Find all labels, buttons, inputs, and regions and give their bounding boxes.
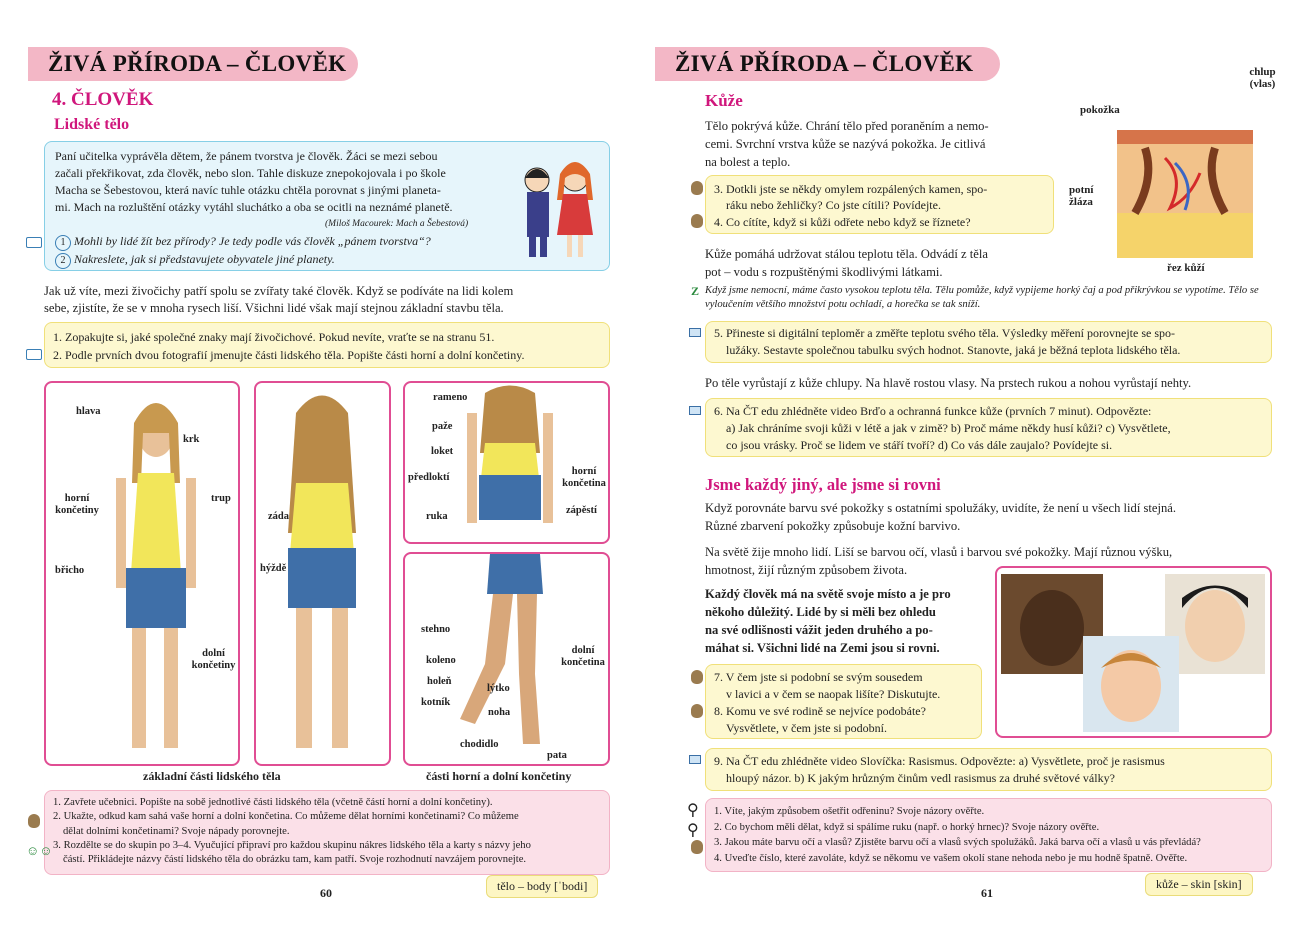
- question-7-cont: v lavici a v čem se naopak lišíte? Diskutujte.: [726, 687, 941, 701]
- fever-note: Když jsme nemocní, máme často vysokou teplotu těla. Tělu pomůže, když vypijeme horký čaj a pod přikrývkou se vypotíme. Tělo se vyloučením většího množství potu ochladí, a horečka se tak sníží.: [705, 285, 1259, 310]
- owl-icon: [691, 670, 703, 684]
- question-8-cont: Vysvětlete, v čem jste si podobní.: [726, 721, 887, 735]
- question-text: Mohli by lidé žít bez přírody? Je tedy podle vás člověk „pánem tvorstva“?: [74, 234, 431, 248]
- paragraph-line: někoho důležitý. Lidé by si měli bez ohledu: [705, 605, 936, 619]
- right-page: [655, 0, 1314, 941]
- book-icon: [26, 237, 42, 248]
- bottom-task: 4. Uveďte číslo, které zavoláte, když se někomu ve vašem okolí stane nehoda nebo je mu hodně špatně. Ověřte.: [714, 852, 1188, 864]
- section-kuze: Kůže: [705, 91, 743, 110]
- story-question-1: [55, 233, 431, 251]
- question-7: 7. V čem jste si podobní se svým sousedem: [714, 670, 923, 684]
- magnifier-icon: ⚲: [687, 802, 699, 819]
- mach-sebestova-illustration: [505, 150, 605, 265]
- bottom-task: 3. Jakou máte barvu očí a vlasů? Zjistěte barvu očí a vlasů svých spolužáků. Jaká barva očí a vlasů u vás převládá?: [714, 837, 1201, 848]
- task-2: 2. Podle prvních dvou fotografií jmenujte části lidského těla. Popište části horní a dolní končetiny.: [53, 348, 525, 362]
- bottom-task: 2. Co bychom měli dělat, když si spálíme ruku (např. o horký hrnec)? Svoje názory ověřte.: [714, 821, 1100, 833]
- label-lytko: lýtko: [487, 683, 510, 694]
- paragraph-line: Na světě žije mnoho lidí. Liší se barvou očí, vlasů i barvou své pokožky. Mají různou výšku,: [705, 545, 1173, 559]
- kuze-paragraph: [705, 117, 1055, 171]
- label-trup: trup: [211, 493, 231, 504]
- hair-paragraph: Po těle vyrůstají z kůže chlupy. Na hlavě rostou vlasy. Na prstech rukou a nohou vyrůstají nehty.: [705, 376, 1192, 390]
- bottom-task: dělat dolními končetinami? Svoje nápady porovnejte.: [63, 825, 290, 837]
- label-stehno: stehno: [421, 624, 451, 635]
- task-box-5: [705, 321, 1272, 363]
- story-box: [44, 141, 610, 271]
- task-1: 1. Zopakujte si, jaké společné znaky mají živočichové. Pokud nevíte, vraťte se na stranu 51.: [53, 330, 495, 344]
- question-text: Nakreslete, jak si představujete obyvatele jiné planety.: [74, 252, 335, 266]
- label-krk: krk: [183, 434, 200, 445]
- left-page: [0, 0, 640, 941]
- label-dolni-koncetina: dolní končetina: [561, 645, 605, 668]
- label-dolni-koncetiny: dolní končetiny: [191, 648, 236, 671]
- label-ruka: ruka: [426, 511, 448, 522]
- task-box-6: [705, 398, 1272, 457]
- bottom-task: 1. Víte, jakým způsobem ošetřit odřeninu? Svoje názory ověřte.: [714, 806, 985, 817]
- story-line: začali překřikovat, zda člověk, nebo slon. Tahle diskuze znepokojovala i po škole: [55, 166, 446, 180]
- story-question-2: [55, 251, 335, 269]
- page-number: 61: [981, 886, 993, 900]
- label-pata: pata: [547, 750, 567, 761]
- bottom-task: 3. Rozdělte se do skupin po 3–4. Vyučující připraví pro každou skupinu nákres lidského těla a karty s názvy jeho: [53, 839, 531, 851]
- label-holen: holeň: [427, 676, 452, 687]
- question-3-cont: ráku nebo žehličky? Co jste cítili? Povídejte.: [726, 198, 941, 212]
- paragraph-line: na bolest a teplo.: [705, 155, 791, 169]
- paragraph-line: Když porovnáte barvu své pokožky s ostatními spolužáky, uvidíte, že není u všech lidí stejná.: [705, 501, 1176, 515]
- label-rez-kuzi: řez kůží: [1167, 262, 1205, 274]
- label-koleno: koleno: [426, 655, 456, 666]
- question-5: 5. Přineste si digitální teploměr a změřte teplotu svého těla. Výsledky měření porovnejte se spo-: [714, 326, 1175, 340]
- paragraph-line: máhat si. Všichni lidé na Zemi jsou si rovni.: [705, 641, 940, 655]
- paragraph-line: pot – vodu s rozpuštěnými škodlivými látkami.: [705, 265, 943, 279]
- story-line: mi. Mach na rozluštění otázky vytáhl sluchátko a oba se ocitli na neznámé planetě.: [55, 200, 453, 214]
- paragraph-line: na své odlišnosti vážit jeden druhého a po-: [705, 623, 933, 637]
- caption-basic-parts: základní části lidského těla: [143, 769, 281, 783]
- label-predlokti: předloktí: [408, 472, 450, 483]
- story-line: Macha se Šebestovou, která navíc tuhle otázku chtěla porovnat s jinými planeta-: [55, 183, 441, 197]
- paragraph-line: hmotnost, žijí různým způsobem života.: [705, 563, 908, 577]
- skin-color-paragraph: [705, 499, 1275, 535]
- question-5-cont: lužáky. Sestavte společnou tabulku svých hodnot. Stanovte, jaká je běžná teplota lidského těla.: [726, 343, 1181, 357]
- label-bricho: břicho: [55, 565, 85, 576]
- vocab-box: kůže – skin [skin]: [1145, 873, 1253, 896]
- book-icon: [26, 349, 42, 360]
- label-pokozka: pokožka: [1080, 104, 1120, 116]
- question-4: 4. Co cítíte, když si kůži odřete nebo když se říznete?: [714, 215, 971, 229]
- bottom-task: 1. Zavřete učebnici. Popište na sobě jednotlivé části lidského těla (včetně částí horní a dolní končetiny).: [53, 797, 493, 808]
- question-9-cont: hloupý názor. b) K jakým hrůzným činům vedl rasismus za druhé světové války?: [726, 771, 1115, 785]
- owl-icon: [28, 814, 40, 828]
- task-box-9: [705, 748, 1272, 791]
- page-number: 60: [320, 886, 332, 900]
- label-chodidlo: chodidlo: [460, 739, 499, 750]
- chapter-title: 4. ČLOVĚK: [52, 89, 154, 110]
- intro-paragraph: [44, 283, 614, 317]
- label-zada: záda: [268, 511, 289, 522]
- intro-line: sebe, zjistíte, že se v mnoha rysech liší. Všichni lidé však mají stejnou základní stavbu těla.: [44, 301, 504, 315]
- number-1-icon: 1: [55, 235, 71, 251]
- label-horni-koncetina: horní končetina: [562, 466, 606, 489]
- paragraph-line: cemi. Svrchní vrstva kůže se nazývá pokožka. Je citlivá: [705, 137, 986, 151]
- question-6-cont: a) Jak chráníme svoji kůži v létě a jak v zimě? b) Proč máme někdy husí kůži? c) Vysvětlete,: [726, 421, 1171, 435]
- task-box-7-8: [705, 664, 982, 739]
- skin-diagram: [1115, 118, 1255, 258]
- label-paze: paže: [432, 421, 453, 432]
- bottom-tasks: [53, 796, 603, 867]
- owl-icon: [691, 181, 703, 195]
- number-2-icon: 2: [55, 253, 71, 269]
- bottom-task: 2. Ukažte, odkud kam sahá vaše horní a dolní končetina. Co můžeme dělat horními končetinami? Co můžeme: [53, 811, 519, 823]
- computer-icon: [689, 755, 701, 764]
- group-icon: ☺☺: [26, 843, 53, 858]
- bottom-task-box: [705, 798, 1272, 872]
- story-line: Paní učitelka vyprávěla dětem, že pánem tvorstva je člověk. Žáci se mezi sebou: [55, 149, 438, 163]
- label-hyzde: hýždě: [260, 563, 287, 574]
- question-8: 8. Komu ve své rodině se nejvíce podobáte?: [714, 704, 926, 718]
- section-title: Lidské tělo: [54, 116, 130, 133]
- question-9: 9. Na ČT edu zhlédněte video Slovíčka: Rasismus. Odpovězte: a) Vysvětlete, proč je rasismus: [714, 754, 1165, 768]
- caption-limb-parts: části horní a dolní končetiny: [426, 769, 572, 783]
- equality-paragraph: [705, 585, 990, 657]
- owl-icon: [691, 704, 703, 718]
- task-box: [44, 322, 610, 368]
- left-header: ŽIVÁ PŘÍRODA – ČLOVĚK: [28, 47, 358, 81]
- story-text: [55, 148, 500, 216]
- section-equality: Jsme každý jiný, ale jsme si rovni: [705, 475, 941, 494]
- owl-icon: [691, 214, 703, 228]
- bottom-tasks: [714, 804, 1269, 866]
- paragraph-line: Tělo pokrývá kůže. Chrání tělo před poraněním a nemo-: [705, 119, 989, 133]
- magnifier-icon: ⚲: [687, 822, 699, 839]
- label-horni-koncetiny: horní končetiny: [55, 493, 99, 516]
- label-chlup: chlup (vlas): [1249, 66, 1276, 90]
- label-potni-zlaza: potní žláza: [1069, 184, 1094, 208]
- owl-icon: [691, 840, 703, 854]
- bottom-task: částí. Přikládejte názvy částí lidského těla do obrázku tam, kam patří. Svoje rozhodnutí navzájem porovnejte.: [63, 854, 527, 866]
- paragraph-line: Kůže pomáhá udržovat stálou teplotu těla. Odvádí z těla: [705, 247, 988, 261]
- children-photos: [995, 566, 1272, 738]
- bottom-task-box: [44, 790, 610, 875]
- label-kotnik: kotník: [421, 697, 451, 708]
- note-icon: Z: [691, 284, 700, 298]
- story-source: (Miloš Macourek: Mach a Šebestová): [325, 219, 469, 229]
- computer-icon: [689, 328, 701, 337]
- label-noha: noha: [488, 707, 511, 718]
- paragraph-line: Každý člověk má na světě svoje místo a je pro: [705, 587, 951, 601]
- task-box-3-4: [705, 175, 1054, 234]
- question-3: 3. Dotkli jste se někdy omylem rozpálených kamen, spo-: [714, 182, 988, 196]
- label-zapesti: zápěstí: [566, 505, 597, 516]
- right-header: ŽIVÁ PŘÍRODA – ČLOVĚK: [655, 47, 1000, 81]
- computer-icon: [689, 406, 701, 415]
- sweat-paragraph: [705, 245, 1055, 281]
- question-6-cont: co jsou vrásky. Proč se lidem ve stáří tvoří? d) Co vás dále zaujalo? Povídejte si.: [726, 438, 1113, 452]
- label-loket: loket: [431, 446, 454, 457]
- intro-line: Jak už víte, mezi živočichy patří spolu se zvířaty také člověk. Když se podíváte na lidi kolem: [44, 284, 514, 298]
- label-hlava: hlava: [76, 406, 101, 417]
- question-6: 6. Na ČT edu zhlédněte video Brďo a ochranná funkce kůže (prvních 7 minut). Odpovězte:: [714, 404, 1152, 418]
- label-rameno: rameno: [433, 392, 468, 403]
- paragraph-line: Různé zbarvení pokožky způsobuje kožní barvivo.: [705, 519, 961, 533]
- vocab-box: tělo – body [ˈbodi]: [486, 875, 598, 898]
